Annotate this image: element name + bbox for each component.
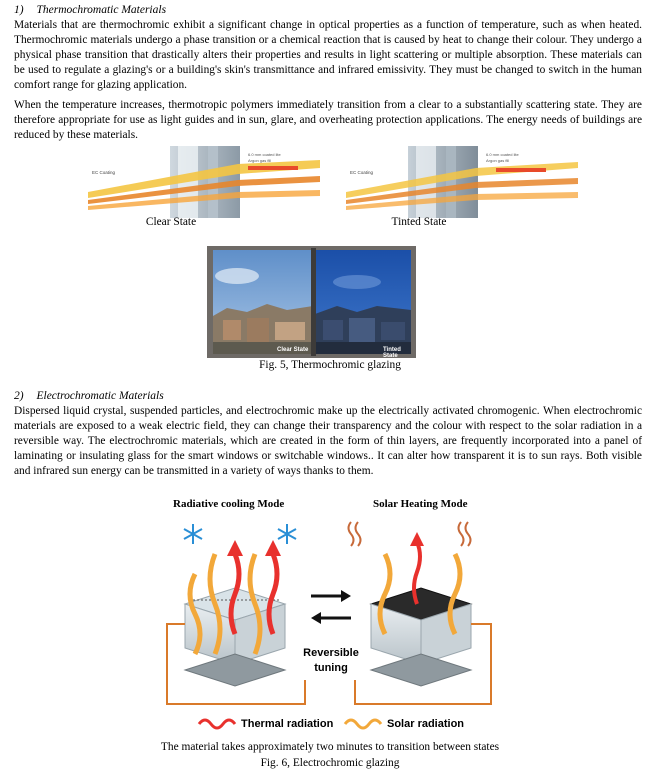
tinted-state-label: Tinted State xyxy=(391,216,447,228)
svg-text:6.0 mm coated lite: 6.0 mm coated lite xyxy=(248,152,281,157)
svg-text:EC Coating: EC Coating xyxy=(350,170,374,175)
heat-wave-icon xyxy=(459,522,471,546)
section-title: Thermochromatic Materials xyxy=(36,4,167,16)
reversible-label: Reversible xyxy=(303,647,359,659)
electrochromic-diagram xyxy=(155,494,503,736)
section-heading-thermochromatic xyxy=(14,4,166,16)
paragraph-thermochromic-1: Materials that are thermochromic exhibit a significant change in optical properties as a function of temperature, such as when heated. Thermochromic materials undergo a phase transition or a chemical reaction that is caused by heat to change their colour. They undergo a physical phase transition that drastically alters their properties and results in light scattering or multiple absorption. These materials can be used to regulate a glazing's or a building's skin's transmittance and infrared emissivity. They must be changed to switch in the human comfort range for glazing application. xyxy=(14,19,642,91)
thermochromic-glazing-photo xyxy=(207,246,416,358)
tuning-label: tuning xyxy=(314,662,348,674)
section-title: Electrochromatic Materials xyxy=(36,390,164,402)
snowflake-icon xyxy=(278,524,296,544)
figure-6-caption: Fig. 6, Electrochromic glazing xyxy=(260,757,400,769)
photo-tinted-state-label: Tinted State xyxy=(383,347,401,359)
solar-radiation-icon xyxy=(345,720,381,728)
photo-clear-state-label: Clear State xyxy=(277,347,309,353)
section-heading-electrochromatic xyxy=(14,390,164,402)
clear-state-label: Clear State xyxy=(145,216,197,228)
section-number: 2) xyxy=(14,390,24,402)
heat-wave-icon xyxy=(349,522,361,546)
svg-text:Argon gas fill: Argon gas fill xyxy=(486,158,510,163)
legend-thermal-radiation: Thermal radiation xyxy=(241,718,334,730)
figure-5-caption: Fig. 5, Thermochromic glazing xyxy=(259,359,401,371)
svg-text:6.0 mm coated lite: 6.0 mm coated lite xyxy=(486,152,519,157)
svg-text:EC Coating: EC Coating xyxy=(92,170,116,175)
paragraph-thermochromic-2: When the temperature increases, thermotropic polymers immediately transition from a clear to a substantially scattering state. They are therefore appropriate for use as light guides and in sun, glare, and overheating protection applications. The energy needs of buildings are reduced by these materials. xyxy=(14,99,642,141)
tinted-state-diagram xyxy=(346,146,578,218)
section-number: 1) xyxy=(14,4,24,16)
paragraph-electrochromic: Dispersed liquid crystal, suspended particles, and electrochromic make up the electrically activated chromogenic. When electrochromic materials are exposed to a weak electric field, they can change their transparency and the colour with respect to the solar radiation in a reversible way. The electrochromic materials, which are created in the form of thin layers, are frequently incorporated into a panel of laminating or insulating glass for the smart windows or switchable windows.. It can alter how transparent it is to sun rays. Both visible and infrared sun energy can be transmitted in a variety of ways thanks to them. xyxy=(14,405,642,477)
clear-state-diagram xyxy=(88,146,320,218)
snowflake-icon xyxy=(184,524,202,544)
legend-solar-radiation: Solar radiation xyxy=(387,718,465,730)
reversible-tuning-label xyxy=(301,646,361,676)
solar-heating-mode-label: Solar Heating Mode xyxy=(373,498,468,510)
svg-text:Argon gas fill: Argon gas fill xyxy=(248,158,272,163)
thermal-radiation-icon xyxy=(199,720,235,728)
radiative-cooling-mode-label: Radiative cooling Mode xyxy=(173,498,285,510)
figure-6-note: The material takes approximately two minutes to transition between states xyxy=(160,741,500,753)
